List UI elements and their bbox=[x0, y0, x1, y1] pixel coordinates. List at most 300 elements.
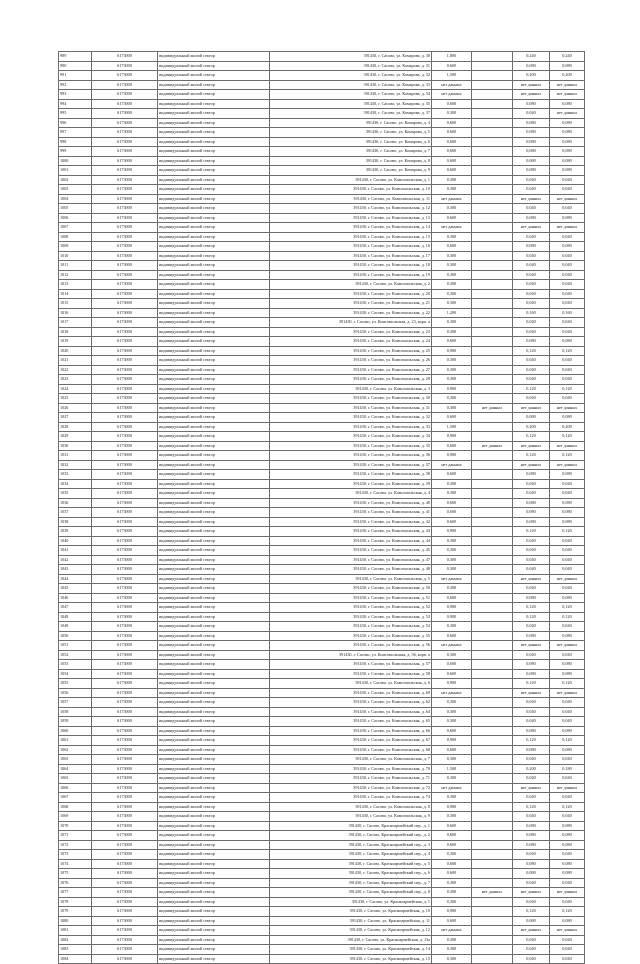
category-cell: индивидуальный жилой сектор bbox=[158, 318, 270, 328]
value-cell: 0,300 bbox=[432, 261, 472, 271]
row-number-cell: 999 bbox=[59, 147, 92, 157]
row-number-cell: 1020 bbox=[59, 346, 92, 356]
note-cell bbox=[472, 869, 513, 879]
value-cell: 0,300 bbox=[432, 318, 472, 328]
value2-cell: 0,040 bbox=[513, 394, 550, 404]
category-cell: индивидуальный жилой сектор bbox=[158, 356, 270, 366]
value2-cell: 0,080 bbox=[513, 869, 550, 879]
table-row bbox=[59, 147, 585, 157]
note-cell bbox=[472, 555, 513, 565]
table-row bbox=[59, 612, 585, 622]
category-cell: индивидуальный жилой сектор bbox=[158, 346, 270, 356]
code-cell: 6173000 bbox=[92, 603, 158, 613]
value3-cell: 0,040 bbox=[550, 717, 585, 727]
value3-cell: 0,040 bbox=[550, 375, 585, 385]
category-cell: индивидуальный жилой сектор bbox=[158, 574, 270, 584]
row-number-cell: 995 bbox=[59, 109, 92, 119]
code-cell: 6173000 bbox=[92, 755, 158, 765]
value-cell: 0,300 bbox=[432, 622, 472, 632]
value-cell: 0,300 bbox=[432, 954, 472, 964]
code-cell: 6173000 bbox=[92, 251, 158, 261]
code-cell: 6173000 bbox=[92, 99, 158, 109]
note-cell bbox=[472, 783, 513, 793]
code-cell: 6173000 bbox=[92, 698, 158, 708]
value3-cell: 0,040 bbox=[550, 935, 585, 945]
value-cell: нет данных bbox=[432, 80, 472, 90]
row-number-cell: 1011 bbox=[59, 261, 92, 271]
value3-cell: нет данных bbox=[550, 90, 585, 100]
code-cell: 6173000 bbox=[92, 71, 158, 81]
address-cell: 391430, г. Сасово, ул. Комсомольская, д. 10 bbox=[270, 185, 432, 195]
value2-cell: 0,040 bbox=[513, 707, 550, 717]
value3-cell: 0,120 bbox=[550, 907, 585, 917]
category-cell: индивидуальный жилой сектор bbox=[158, 261, 270, 271]
value3-cell: 0,120 bbox=[550, 603, 585, 613]
row-number-cell: 1053 bbox=[59, 660, 92, 670]
code-cell: 6173000 bbox=[92, 80, 158, 90]
address-cell: 391430, г. Сасово, ул. Комарова, д. 9 bbox=[270, 166, 432, 176]
value3-cell: 0,160 bbox=[550, 308, 585, 318]
table-row bbox=[59, 61, 585, 71]
code-cell: 6173000 bbox=[92, 232, 158, 242]
code-cell: 6173000 bbox=[92, 109, 158, 119]
value-cell: 0,600 bbox=[432, 745, 472, 755]
value2-cell: 0,080 bbox=[513, 137, 550, 147]
row-number-cell: 1039 bbox=[59, 527, 92, 537]
row-number-cell: 1083 bbox=[59, 945, 92, 955]
value3-cell: 0,080 bbox=[550, 147, 585, 157]
table-row bbox=[59, 774, 585, 784]
value-cell: 0,600 bbox=[432, 242, 472, 252]
address-cell: 391430, г. Сасово, ул. Комсомольская, д. 6 bbox=[270, 679, 432, 689]
note-cell bbox=[472, 166, 513, 176]
table-row bbox=[59, 280, 585, 290]
value3-cell: 0,080 bbox=[550, 669, 585, 679]
value2-cell: 0,080 bbox=[513, 593, 550, 603]
table-row bbox=[59, 52, 585, 62]
code-cell: 6173000 bbox=[92, 508, 158, 518]
value-cell: 0,900 bbox=[432, 603, 472, 613]
category-cell: индивидуальный жилой сектор bbox=[158, 527, 270, 537]
row-number-cell: 1010 bbox=[59, 251, 92, 261]
code-cell: 6173000 bbox=[92, 764, 158, 774]
value2-cell: 0,120 bbox=[513, 384, 550, 394]
note-cell bbox=[472, 840, 513, 850]
note-cell bbox=[472, 242, 513, 252]
category-cell: индивидуальный жилой сектор bbox=[158, 622, 270, 632]
table-row bbox=[59, 213, 585, 223]
value2-cell: 0,080 bbox=[513, 166, 550, 176]
value2-cell: 0,080 bbox=[513, 413, 550, 423]
row-number-cell: 1024 bbox=[59, 384, 92, 394]
row-number-cell: 1079 bbox=[59, 907, 92, 917]
code-cell: 6173000 bbox=[92, 166, 158, 176]
value3-cell: 0,120 bbox=[550, 346, 585, 356]
value3-cell: 0,080 bbox=[550, 517, 585, 527]
value3-cell: 0,240 bbox=[550, 52, 585, 62]
value-cell: 0,300 bbox=[432, 888, 472, 898]
row-number-cell: 1052 bbox=[59, 650, 92, 660]
value-cell: нет данных bbox=[432, 574, 472, 584]
row-number-cell: 1084 bbox=[59, 954, 92, 964]
note-cell bbox=[472, 337, 513, 347]
category-cell: индивидуальный жилой сектор bbox=[158, 270, 270, 280]
category-cell: индивидуальный жилой сектор bbox=[158, 109, 270, 119]
category-cell: индивидуальный жилой сектор bbox=[158, 451, 270, 461]
value2-cell: нет данных bbox=[513, 403, 550, 413]
note-cell: нет данных bbox=[472, 441, 513, 451]
row-number-cell: 997 bbox=[59, 128, 92, 138]
value2-cell: 0,040 bbox=[513, 565, 550, 575]
value2-cell: 0,240 bbox=[513, 52, 550, 62]
value-cell: 0,600 bbox=[432, 413, 472, 423]
value-cell: 0,600 bbox=[432, 869, 472, 879]
category-cell: индивидуальный жилой сектор bbox=[158, 508, 270, 518]
address-cell: 391430, г. Сасово, ул. Комсомольская, д. 62 bbox=[270, 698, 432, 708]
row-number-cell: 1030 bbox=[59, 441, 92, 451]
category-cell: индивидуальный жилой сектор bbox=[158, 394, 270, 404]
row-number-cell: 1064 bbox=[59, 764, 92, 774]
value3-cell: 0,200 bbox=[550, 71, 585, 81]
value3-cell: 0,080 bbox=[550, 213, 585, 223]
table-row bbox=[59, 859, 585, 869]
value2-cell: 0,040 bbox=[513, 584, 550, 594]
value3-cell: 0,080 bbox=[550, 242, 585, 252]
note-cell bbox=[472, 80, 513, 90]
note-cell bbox=[472, 916, 513, 926]
note-cell bbox=[472, 289, 513, 299]
value-cell: 0,300 bbox=[432, 584, 472, 594]
value-cell: 0,600 bbox=[432, 840, 472, 850]
value2-cell: 0,120 bbox=[513, 603, 550, 613]
table-row bbox=[59, 869, 585, 879]
address-cell: 391430, г. Сасово, ул. Комсомольская, д. 33 bbox=[270, 422, 432, 432]
address-cell: 391430, г. Сасово, ул. Комарова, д. 31 bbox=[270, 61, 432, 71]
value-cell: 0,300 bbox=[432, 565, 472, 575]
value3-cell: 0,040 bbox=[550, 479, 585, 489]
row-number-cell: 1062 bbox=[59, 745, 92, 755]
category-cell: индивидуальный жилой сектор bbox=[158, 812, 270, 822]
value3-cell: нет данных bbox=[550, 80, 585, 90]
value2-cell: 0,040 bbox=[513, 251, 550, 261]
value-cell: 0,300 bbox=[432, 365, 472, 375]
value-cell: 0,300 bbox=[432, 109, 472, 119]
value2-cell: 0,040 bbox=[513, 479, 550, 489]
note-cell bbox=[472, 118, 513, 128]
address-cell: 391430, г. Сасово, ул. Комсомольская, д. 4 bbox=[270, 489, 432, 499]
table-row bbox=[59, 850, 585, 860]
table-row bbox=[59, 489, 585, 499]
code-cell: 6173000 bbox=[92, 517, 158, 527]
value2-cell: 0,080 bbox=[513, 859, 550, 869]
value-cell: 0,600 bbox=[432, 470, 472, 480]
value3-cell: 0,080 bbox=[550, 660, 585, 670]
code-cell: 6173000 bbox=[92, 745, 158, 755]
row-number-cell: 1081 bbox=[59, 926, 92, 936]
category-cell: индивидуальный жилой сектор bbox=[158, 185, 270, 195]
value2-cell: 0,040 bbox=[513, 812, 550, 822]
value2-cell: 0,040 bbox=[513, 935, 550, 945]
note-cell bbox=[472, 574, 513, 584]
value-cell: 0,300 bbox=[432, 793, 472, 803]
table-row bbox=[59, 470, 585, 480]
code-cell: 6173000 bbox=[92, 470, 158, 480]
note-cell bbox=[472, 546, 513, 556]
row-number-cell: 992 bbox=[59, 80, 92, 90]
category-cell: индивидуальный жилой сектор bbox=[158, 736, 270, 746]
value-cell: 0,300 bbox=[432, 299, 472, 309]
category-cell: индивидуальный жилой сектор bbox=[158, 726, 270, 736]
category-cell: индивидуальный жилой сектор bbox=[158, 669, 270, 679]
value-cell: 0,600 bbox=[432, 337, 472, 347]
value3-cell: 0,080 bbox=[550, 831, 585, 841]
table-row bbox=[59, 346, 585, 356]
row-number-cell: 1057 bbox=[59, 698, 92, 708]
value2-cell: 0,080 bbox=[513, 517, 550, 527]
code-cell: 6173000 bbox=[92, 375, 158, 385]
address-cell: 391430, г. Сасово, ул. Комсомольская, д. 70 bbox=[270, 764, 432, 774]
value2-cell: 0,120 bbox=[513, 679, 550, 689]
code-cell: 6173000 bbox=[92, 403, 158, 413]
row-number-cell: 1004 bbox=[59, 194, 92, 204]
value3-cell: 0,080 bbox=[550, 916, 585, 926]
table-row bbox=[59, 413, 585, 423]
table-row bbox=[59, 527, 585, 537]
note-cell bbox=[472, 261, 513, 271]
value-cell: 0,900 bbox=[432, 736, 472, 746]
category-cell: индивидуальный жилой сектор bbox=[158, 137, 270, 147]
table-row bbox=[59, 128, 585, 138]
code-cell: 6173000 bbox=[92, 584, 158, 594]
value-cell: 0,300 bbox=[432, 935, 472, 945]
category-cell: индивидуальный жилой сектор bbox=[158, 213, 270, 223]
row-number-cell: 1049 bbox=[59, 622, 92, 632]
note-cell bbox=[472, 52, 513, 62]
value2-cell: нет данных bbox=[513, 90, 550, 100]
address-cell: 391430, г. Сасово, ул. Комарова, д. 35 bbox=[270, 99, 432, 109]
value2-cell: нет данных bbox=[513, 641, 550, 651]
value2-cell: 0,120 bbox=[513, 451, 550, 461]
category-cell: индивидуальный жилой сектор bbox=[158, 888, 270, 898]
row-number-cell: 1043 bbox=[59, 565, 92, 575]
value2-cell: 0,040 bbox=[513, 356, 550, 366]
note-cell bbox=[472, 204, 513, 214]
code-cell: 6173000 bbox=[92, 137, 158, 147]
row-number-cell: 1073 bbox=[59, 850, 92, 860]
category-cell: индивидуальный жилой сектор bbox=[158, 251, 270, 261]
row-number-cell: 1069 bbox=[59, 812, 92, 822]
value-cell: 0,600 bbox=[432, 859, 472, 869]
row-number-cell: 1005 bbox=[59, 204, 92, 214]
value3-cell: 0,040 bbox=[550, 850, 585, 860]
value-cell: 0,600 bbox=[432, 213, 472, 223]
value3-cell: 0,080 bbox=[550, 869, 585, 879]
note-cell bbox=[472, 498, 513, 508]
category-cell: индивидуальный жилой сектор bbox=[158, 460, 270, 470]
code-cell: 6173000 bbox=[92, 346, 158, 356]
row-number-cell: 1018 bbox=[59, 327, 92, 337]
table-row bbox=[59, 394, 585, 404]
value2-cell: 0,080 bbox=[513, 631, 550, 641]
category-cell: индивидуальный жилой сектор bbox=[158, 194, 270, 204]
code-cell: 6173000 bbox=[92, 707, 158, 717]
row-number-cell: 1036 bbox=[59, 498, 92, 508]
code-cell: 6173000 bbox=[92, 498, 158, 508]
address-cell: 391430, г. Сасово, ул. Красноармейская, д. 11 bbox=[270, 916, 432, 926]
address-cell: 391430, г. Сасово, ул. Красноармейская, д. 12 bbox=[270, 926, 432, 936]
note-cell bbox=[472, 223, 513, 233]
value2-cell: 0,080 bbox=[513, 128, 550, 138]
code-cell: 6173000 bbox=[92, 318, 158, 328]
category-cell: индивидуальный жилой сектор bbox=[158, 289, 270, 299]
row-number-cell: 1014 bbox=[59, 289, 92, 299]
value-cell: 0,300 bbox=[432, 897, 472, 907]
category-cell: индивидуальный жилой сектор bbox=[158, 118, 270, 128]
row-number-cell: 1007 bbox=[59, 223, 92, 233]
value2-cell: нет данных bbox=[513, 194, 550, 204]
row-number-cell: 1058 bbox=[59, 707, 92, 717]
value3-cell: 0,040 bbox=[550, 394, 585, 404]
value-cell: 0,300 bbox=[432, 878, 472, 888]
note-cell bbox=[472, 308, 513, 318]
value2-cell: 0,040 bbox=[513, 375, 550, 385]
value3-cell: 0,080 bbox=[550, 470, 585, 480]
note-cell bbox=[472, 432, 513, 442]
note-cell bbox=[472, 679, 513, 689]
row-number-cell: 1000 bbox=[59, 156, 92, 166]
category-cell: индивидуальный жилой сектор bbox=[158, 479, 270, 489]
value-cell: 0,600 bbox=[432, 631, 472, 641]
code-cell: 6173000 bbox=[92, 261, 158, 271]
code-cell: 6173000 bbox=[92, 660, 158, 670]
value-cell: 0,600 bbox=[432, 137, 472, 147]
category-cell: индивидуальный жилой сектор bbox=[158, 698, 270, 708]
address-cell: 391430, г. Сасово, ул. Комсомольская, д. 56, корп. а bbox=[270, 650, 432, 660]
address-cell: 391430, г. Сасово, ул. Комарова, д. 30 bbox=[270, 52, 432, 62]
address-cell: 391430, г. Сасово, ул. Комарова, д. 8 bbox=[270, 156, 432, 166]
category-cell: индивидуальный жилой сектор bbox=[158, 945, 270, 955]
value-cell: нет данных bbox=[432, 460, 472, 470]
code-cell: 6173000 bbox=[92, 631, 158, 641]
table-row bbox=[59, 698, 585, 708]
note-cell bbox=[472, 755, 513, 765]
note-cell bbox=[472, 897, 513, 907]
note-cell bbox=[472, 90, 513, 100]
row-number-cell: 1034 bbox=[59, 479, 92, 489]
address-cell: 391430, г. Сасово, ул. Комсомольская, д. 19 bbox=[270, 270, 432, 280]
table-row bbox=[59, 641, 585, 651]
address-cell: 391430, г. Сасово, ул. Комсомольская, д. 54 bbox=[270, 622, 432, 632]
category-cell: индивидуальный жилой сектор bbox=[158, 280, 270, 290]
code-cell: 6173000 bbox=[92, 242, 158, 252]
value2-cell: нет данных bbox=[513, 888, 550, 898]
row-number-cell: 1026 bbox=[59, 403, 92, 413]
table-row bbox=[59, 812, 585, 822]
value-cell: нет данных bbox=[432, 641, 472, 651]
table-row bbox=[59, 660, 585, 670]
category-cell: индивидуальный жилой сектор bbox=[158, 498, 270, 508]
table-row bbox=[59, 223, 585, 233]
note-cell bbox=[472, 641, 513, 651]
row-number-cell: 1040 bbox=[59, 536, 92, 546]
value2-cell: 0,040 bbox=[513, 536, 550, 546]
note-cell bbox=[472, 669, 513, 679]
table-row bbox=[59, 479, 585, 489]
table-row bbox=[59, 536, 585, 546]
row-number-cell: 1012 bbox=[59, 270, 92, 280]
note-cell bbox=[472, 156, 513, 166]
table-row bbox=[59, 204, 585, 214]
code-cell: 6173000 bbox=[92, 327, 158, 337]
table-row bbox=[59, 137, 585, 147]
code-cell: 6173000 bbox=[92, 850, 158, 860]
table-row bbox=[59, 688, 585, 698]
category-cell: индивидуальный жилой сектор bbox=[158, 299, 270, 309]
value2-cell: 0,040 bbox=[513, 698, 550, 708]
value2-cell: 0,040 bbox=[513, 717, 550, 727]
code-cell: 6173000 bbox=[92, 897, 158, 907]
note-cell bbox=[472, 726, 513, 736]
code-cell: 6173000 bbox=[92, 859, 158, 869]
address-cell: 391430, г. Сасово, ул. Комсомольская, д. 14 bbox=[270, 223, 432, 233]
address-cell: 391430, г. Сасово, ул. Комсомольская, д. 47 bbox=[270, 555, 432, 565]
value-cell: 0,300 bbox=[432, 403, 472, 413]
table-row bbox=[59, 422, 585, 432]
category-cell: индивидуальный жилой сектор bbox=[158, 612, 270, 622]
category-cell: индивидуальный жилой сектор bbox=[158, 821, 270, 831]
note-cell bbox=[472, 470, 513, 480]
address-cell: 391430, г. Сасово, ул. Комсомольская, д. 25 bbox=[270, 346, 432, 356]
value3-cell: 0,040 bbox=[550, 175, 585, 185]
address-cell: 391430, г. Сасово, ул. Комсомольская, д. 8 bbox=[270, 802, 432, 812]
value-cell: 0,600 bbox=[432, 99, 472, 109]
value2-cell: 0,080 bbox=[513, 242, 550, 252]
code-cell: 6173000 bbox=[92, 289, 158, 299]
value3-cell: 0,080 bbox=[550, 99, 585, 109]
value2-cell: 0,040 bbox=[513, 954, 550, 964]
row-number-cell: 1029 bbox=[59, 432, 92, 442]
table-row bbox=[59, 669, 585, 679]
value2-cell: 0,040 bbox=[513, 365, 550, 375]
value-cell: 0,300 bbox=[432, 812, 472, 822]
table-row bbox=[59, 508, 585, 518]
code-cell: 6173000 bbox=[92, 650, 158, 660]
code-cell: 6173000 bbox=[92, 394, 158, 404]
value3-cell: 0,040 bbox=[550, 878, 585, 888]
address-cell: 391430, г. Сасово, ул. Комсомольская, д. 5 bbox=[270, 574, 432, 584]
value2-cell: 0,080 bbox=[513, 831, 550, 841]
row-number-cell: 1038 bbox=[59, 517, 92, 527]
row-number-cell: 1056 bbox=[59, 688, 92, 698]
value3-cell: 0,040 bbox=[550, 289, 585, 299]
value-cell: 0,600 bbox=[432, 821, 472, 831]
value-cell: 0,300 bbox=[432, 232, 472, 242]
value-cell: 0,600 bbox=[432, 593, 472, 603]
table-row bbox=[59, 907, 585, 917]
table-row bbox=[59, 878, 585, 888]
value2-cell: 0,080 bbox=[513, 118, 550, 128]
row-number-cell: 1082 bbox=[59, 935, 92, 945]
value-cell: 0,900 bbox=[432, 432, 472, 442]
category-cell: индивидуальный жилой сектор bbox=[158, 584, 270, 594]
row-number-cell: 1061 bbox=[59, 736, 92, 746]
table-row bbox=[59, 166, 585, 176]
row-number-cell: 1035 bbox=[59, 489, 92, 499]
value3-cell: 0,040 bbox=[550, 536, 585, 546]
value2-cell: 0,040 bbox=[513, 204, 550, 214]
value2-cell: 0,080 bbox=[513, 916, 550, 926]
code-cell: 6173000 bbox=[92, 802, 158, 812]
